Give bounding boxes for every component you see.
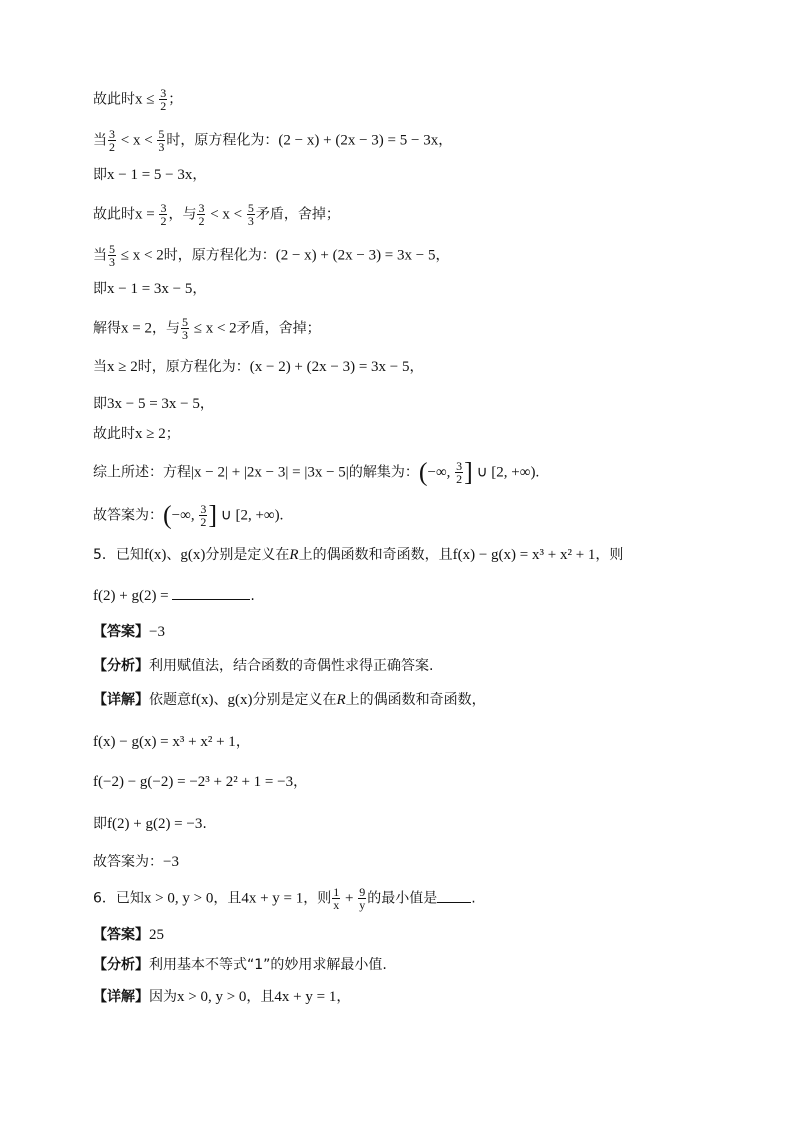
- fraction: $\frac{5}{3}$: [247, 201, 254, 228]
- fraction: $\frac{5}{3}$: [158, 127, 165, 154]
- detail-line: 【详解】因为x > 0, y > 0，且4x + y = 1，: [93, 989, 351, 1005]
- fraction: $\frac{1}{x}$: [333, 885, 340, 912]
- fraction: $\frac{3}{2}$: [456, 459, 463, 486]
- problem-5-stem: 5．已知f(x)、g(x)分别是定义在R上的偶函数和奇函数，且f(x) − g(x) = x³ + x² + 1，则: [93, 547, 624, 563]
- problem-5-blank-line: f(2) + g(2) = .: [93, 588, 255, 604]
- solution-line: 综上所述：方程|x − 2| + |2x − 3| = |3x − 5|的解集为：(−∞, $\frac{3}{2}$ ] ∪ [2, +∞).: [93, 457, 540, 487]
- solution-line: f(x) − g(x) = x³ + x² + 1，: [93, 734, 250, 750]
- fraction: $\frac{3}{2}$: [160, 86, 167, 113]
- solution-line: 当 $\frac{3}{2}$ < x < $\frac{5}{3}$ 时，原方程化为：(2 − x) + (2x − 3) = 5 − 3x，: [93, 127, 453, 154]
- solution-line: 故此时x ≤ $\frac{3}{2}$ ；: [93, 86, 183, 113]
- answer-blank: [172, 599, 250, 600]
- analysis-line: 【分析】利用基本不等式“1”的妙用求解最小值.: [93, 957, 387, 973]
- answer-summary-line: 故答案为：−3: [93, 854, 179, 870]
- solution-line: 当 $\frac{5}{3}$ ≤ x < 2时，原方程化为：(2 − x) + (2x − 3) = 3x − 5，: [93, 242, 450, 269]
- solution-line: 故答案为：(−∞, $\frac{3}{2}$ ] ∪ [2, +∞).: [93, 500, 284, 530]
- solution-line: 即3x − 5 = 3x − 5，: [93, 396, 214, 412]
- problem-6-stem: 6．已知x > 0, y > 0，且4x + y = 1，则 $\frac{1}{x}$ + $\frac{9}{y}$ 的最小值是 .: [93, 885, 476, 912]
- fraction: $\frac{3}{2}$: [200, 502, 207, 529]
- fraction: $\frac{3}{2}$: [109, 127, 115, 154]
- fraction: $\frac{3}{2}$: [198, 201, 205, 228]
- fraction: $\frac{3}{2}$: [160, 201, 167, 228]
- fraction: $\frac{5}{3}$: [109, 242, 115, 269]
- solution-line: 解得x = 2，与 $\frac{5}{3}$ ≤ x < 2矛盾，舍掉；: [93, 315, 321, 342]
- fraction: $\frac{9}{y}$: [359, 885, 366, 912]
- solution-line: 故此时x = $\frac{3}{2}$ ，与 $\frac{3}{2}$ < x < $\frac{5}{3}$ 矛盾，舍掉；: [93, 201, 340, 228]
- solution-line: 即x − 1 = 3x − 5，: [93, 281, 207, 297]
- solution-line: 当x ≥ 2时，原方程化为：(x − 2) + (2x − 3) = 3x − 5，: [93, 359, 424, 375]
- answer-line: 【答案】−3: [93, 624, 165, 640]
- solution-line: f(−2) − g(−2) = −2³ + 2² + 1 = −3，: [93, 774, 308, 790]
- solution-line: 故此时x ≥ 2；: [93, 426, 180, 442]
- solution-line: 即f(2) + g(2) = −3.: [93, 816, 207, 832]
- analysis-line: 【分析】利用赋值法，结合函数的奇偶性求得正确答案.: [93, 658, 434, 674]
- answer-line: 【答案】25: [93, 927, 164, 943]
- answer-blank: [437, 902, 471, 903]
- solution-line: 即x − 1 = 5 − 3x，: [93, 167, 207, 183]
- fraction: $\frac{5}{3}$: [181, 315, 188, 342]
- detail-line: 【详解】依题意f(x)、g(x)分别是定义在R上的偶函数和奇函数，: [93, 692, 486, 708]
